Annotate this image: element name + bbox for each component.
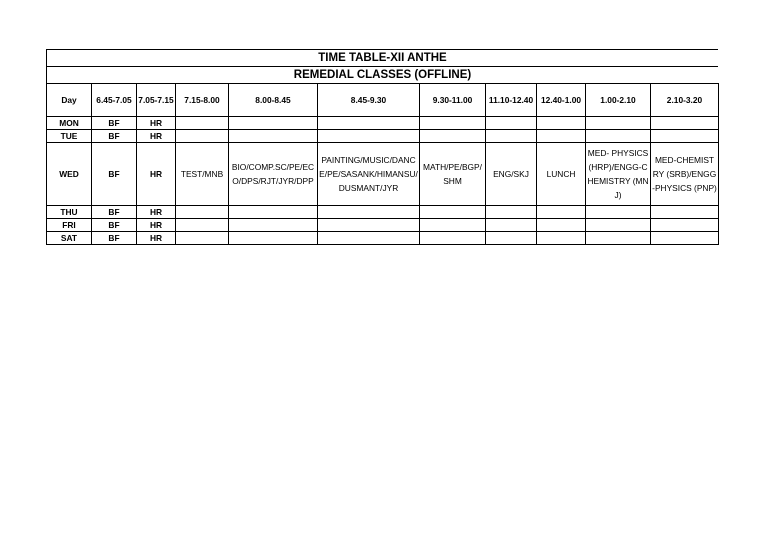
table-cell <box>229 206 318 219</box>
table-cell: BF <box>92 219 137 232</box>
table-cell: MED-CHEMISTRY (SRB)/ENGG-PHYSICS (PNP) <box>651 143 719 206</box>
timetable-sheet <box>46 49 718 245</box>
table-row-mon <box>47 117 719 130</box>
table-cell <box>486 219 537 232</box>
table-cell <box>586 206 651 219</box>
day-cell: SAT <box>47 232 92 245</box>
table-cell: HR <box>137 206 176 219</box>
table-cell <box>651 117 719 130</box>
table-row-tue <box>47 130 719 143</box>
table-cell <box>486 232 537 245</box>
header-cell-slot-7: 11.10-12.40 <box>486 84 537 117</box>
table-cell <box>586 232 651 245</box>
table-cell: BF <box>92 206 137 219</box>
day-cell: MON <box>47 117 92 130</box>
table-cell <box>486 130 537 143</box>
table-cell <box>176 232 229 245</box>
table-cell <box>318 206 420 219</box>
timetable-table <box>46 83 719 245</box>
table-cell <box>586 117 651 130</box>
header-cell-slot-10: 2.10-3.20 <box>651 84 719 117</box>
table-row-fri <box>47 219 719 232</box>
table-cell <box>176 206 229 219</box>
header-cell-slot-9: 1.00-2.10 <box>586 84 651 117</box>
table-cell <box>651 232 719 245</box>
table-cell <box>318 232 420 245</box>
table-cell <box>651 130 719 143</box>
table-cell <box>176 219 229 232</box>
sheet-subtitle: REMEDIAL CLASSES (OFFLINE) <box>46 66 718 83</box>
header-cell-slot-2: 7.05-7.15 <box>137 84 176 117</box>
day-cell: THU <box>47 206 92 219</box>
day-cell: TUE <box>47 130 92 143</box>
table-cell <box>420 206 486 219</box>
table-cell <box>229 117 318 130</box>
header-cell-slot-3: 7.15-8.00 <box>176 84 229 117</box>
table-cell <box>586 130 651 143</box>
table-cell <box>651 219 719 232</box>
day-cell: FRI <box>47 219 92 232</box>
table-cell: BIO/COMP.SC/PE/ECO/DPS/RJT/JYR/DPP <box>229 143 318 206</box>
header-cell-slot-4: 8.00-8.45 <box>229 84 318 117</box>
table-cell: TEST/MNB <box>176 143 229 206</box>
header-cell-slot-6: 9.30-11.00 <box>420 84 486 117</box>
table-cell: MED- PHYSICS (HRP)/ENGG-CHEMISTRY (MNJ) <box>586 143 651 206</box>
header-row <box>47 84 719 117</box>
table-cell: BF <box>92 143 137 206</box>
table-cell: ENG/SKJ <box>486 143 537 206</box>
table-cell: HR <box>137 143 176 206</box>
table-cell: PAINTING/MUSIC/DANCE/PE/SASANK/HIMANSU/DUSMANT/JYR <box>318 143 420 206</box>
table-row-sat <box>47 232 719 245</box>
table-cell <box>229 130 318 143</box>
table-cell <box>420 219 486 232</box>
table-cell <box>176 130 229 143</box>
table-cell <box>486 117 537 130</box>
table-cell <box>420 117 486 130</box>
table-cell <box>537 117 586 130</box>
table-cell: BF <box>92 117 137 130</box>
table-cell: BF <box>92 130 137 143</box>
table-cell <box>229 232 318 245</box>
table-row-thu <box>47 206 719 219</box>
table-cell <box>537 232 586 245</box>
table-cell <box>420 130 486 143</box>
table-cell <box>537 219 586 232</box>
table-cell <box>420 232 486 245</box>
table-cell <box>537 206 586 219</box>
table-cell: HR <box>137 219 176 232</box>
sheet-title: TIME TABLE-XII ANTHE <box>46 49 718 66</box>
table-cell: HR <box>137 117 176 130</box>
table-cell <box>651 206 719 219</box>
header-cell-slot-5: 8.45-9.30 <box>318 84 420 117</box>
table-cell <box>486 206 537 219</box>
table-cell <box>537 130 586 143</box>
table-cell <box>318 130 420 143</box>
table-cell <box>586 219 651 232</box>
table-row-wed <box>47 143 719 206</box>
day-cell: WED <box>47 143 92 206</box>
header-cell-slot-1: 6.45-7.05 <box>92 84 137 117</box>
header-cell-day: Day <box>47 84 92 117</box>
table-cell: LUNCH <box>537 143 586 206</box>
header-cell-slot-8: 12.40-1.00 <box>537 84 586 117</box>
table-cell: HR <box>137 130 176 143</box>
table-cell: MATH/PE/BGP/SHM <box>420 143 486 206</box>
table-cell: HR <box>137 232 176 245</box>
table-cell: BF <box>92 232 137 245</box>
table-cell <box>318 117 420 130</box>
table-cell <box>176 117 229 130</box>
table-cell <box>318 219 420 232</box>
table-cell <box>229 219 318 232</box>
